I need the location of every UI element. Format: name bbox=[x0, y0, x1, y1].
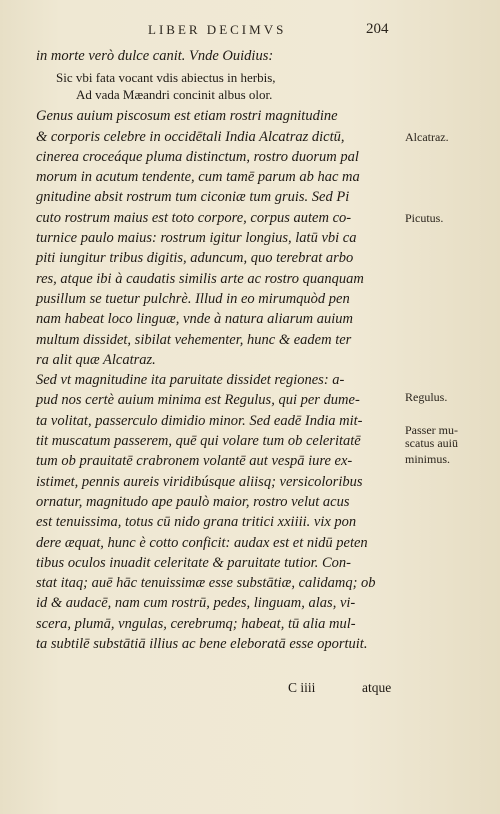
text-line: in morte verò dulce canit. Vnde Ouidius: bbox=[36, 48, 274, 64]
body-text bbox=[36, 46, 406, 654]
text-line: gnitudine absit rostrum tum ciconiæ tum gruis. Sed Pi bbox=[36, 189, 350, 206]
margin-note-regulus: Regulus. bbox=[405, 390, 448, 404]
text-line: ta volitat, passerculo dimidio minor. Sed eadē India mit- bbox=[36, 412, 363, 429]
text-line: stat itaq; auē hāc tenuissimæ esse substātiæ, calidamq; ob bbox=[36, 575, 376, 592]
text-line: est tenuissima, totus cū nido grana tritici xxiiii. vix pon bbox=[36, 514, 357, 531]
text-line: multum dissidet, sibilat vehementer, hunc & eadem ter bbox=[36, 331, 352, 348]
text-line: istimet, pennis aureis viridibúsque aliisq; versicoloribus bbox=[36, 473, 363, 490]
margin-note-passer: Passer mu- bbox=[405, 423, 458, 437]
page-number: 204 bbox=[366, 21, 389, 37]
text-line: ornatur, magnitudo ape paulò maior, rostro velut acus bbox=[36, 493, 350, 510]
text-line: cinerea croceáque pluma distinctum, rostro duorum pal bbox=[36, 148, 359, 165]
text-line: Sed vt magnitudine ita paruitate dissidet regiones: a- bbox=[36, 372, 345, 389]
text-line: pusillum se tuetur pulchrè. Illud in eo mirumquòd pen bbox=[36, 290, 350, 307]
text-line: tit muscatum passerem, quē qui volare tum ob celeritatē bbox=[36, 433, 361, 450]
text-line: scera, plumā, vngulas, cerebrumq; habeat, tū alia mul- bbox=[36, 615, 356, 632]
verse-line: Sic vbi fata vocant vdis abiectus in herbis, bbox=[56, 70, 276, 86]
text-line: res, atque ibi à caudatis similis arte ac rostro quanquam bbox=[36, 270, 364, 287]
text-line: cuto rostrum maius est toto corpore, corpus autem co- bbox=[36, 209, 352, 226]
text-line: ta subtilē substātiā illius ac bene eleboratā esse oportuit. bbox=[36, 636, 368, 653]
text-line: pud nos certè auium minima est Regulus, qui per dume- bbox=[36, 392, 360, 409]
signature-mark: C iiii bbox=[288, 680, 316, 695]
text-line: ra alit quæ Alcatraz. bbox=[36, 351, 156, 368]
text-line: dere æquat, hunc è cotto conficit: audax est et nidū peten bbox=[36, 534, 368, 551]
text-line: turnice paulo maius: rostrum igitur longius, latū vbi ca bbox=[36, 230, 357, 247]
margin-note-passer: scatus auiū bbox=[405, 436, 458, 450]
running-header: LIBER DECIMVS bbox=[148, 22, 287, 37]
text-line: tibus oculos inuadit celeritate & paruitate tutior. Con- bbox=[36, 554, 351, 571]
margin-note-passer: minimus. bbox=[405, 452, 451, 466]
text-line: tum ob prauitatē crabronem volantē aut vespā iure ex- bbox=[36, 453, 353, 470]
verse-line: Ad vada Mæandri concinit albus olor. bbox=[76, 87, 273, 103]
text-line: Genus auium piscosum est etiam rostri magnitudine bbox=[36, 108, 338, 125]
text-line: & corporis celebre in occidētali India Alcatraz dictū, bbox=[36, 128, 345, 145]
text-line: nam habeat loco linguæ, vnde à natura aliarum auium bbox=[36, 311, 353, 328]
catchword: atque bbox=[362, 680, 392, 695]
text-line: piti iungitur tribus digitis, aduncum, quo terebrat arbo bbox=[36, 250, 354, 267]
margin-note-picutus: Picutus. bbox=[405, 211, 444, 225]
text-line: id & audacē, nam cum rostrū, pedes, linguam, alas, vi- bbox=[36, 595, 356, 612]
margin-note-alcatraz: Alcatraz. bbox=[405, 130, 449, 144]
text-line: morum in acutum tendente, cum tamē parum ab hac ma bbox=[36, 169, 360, 186]
